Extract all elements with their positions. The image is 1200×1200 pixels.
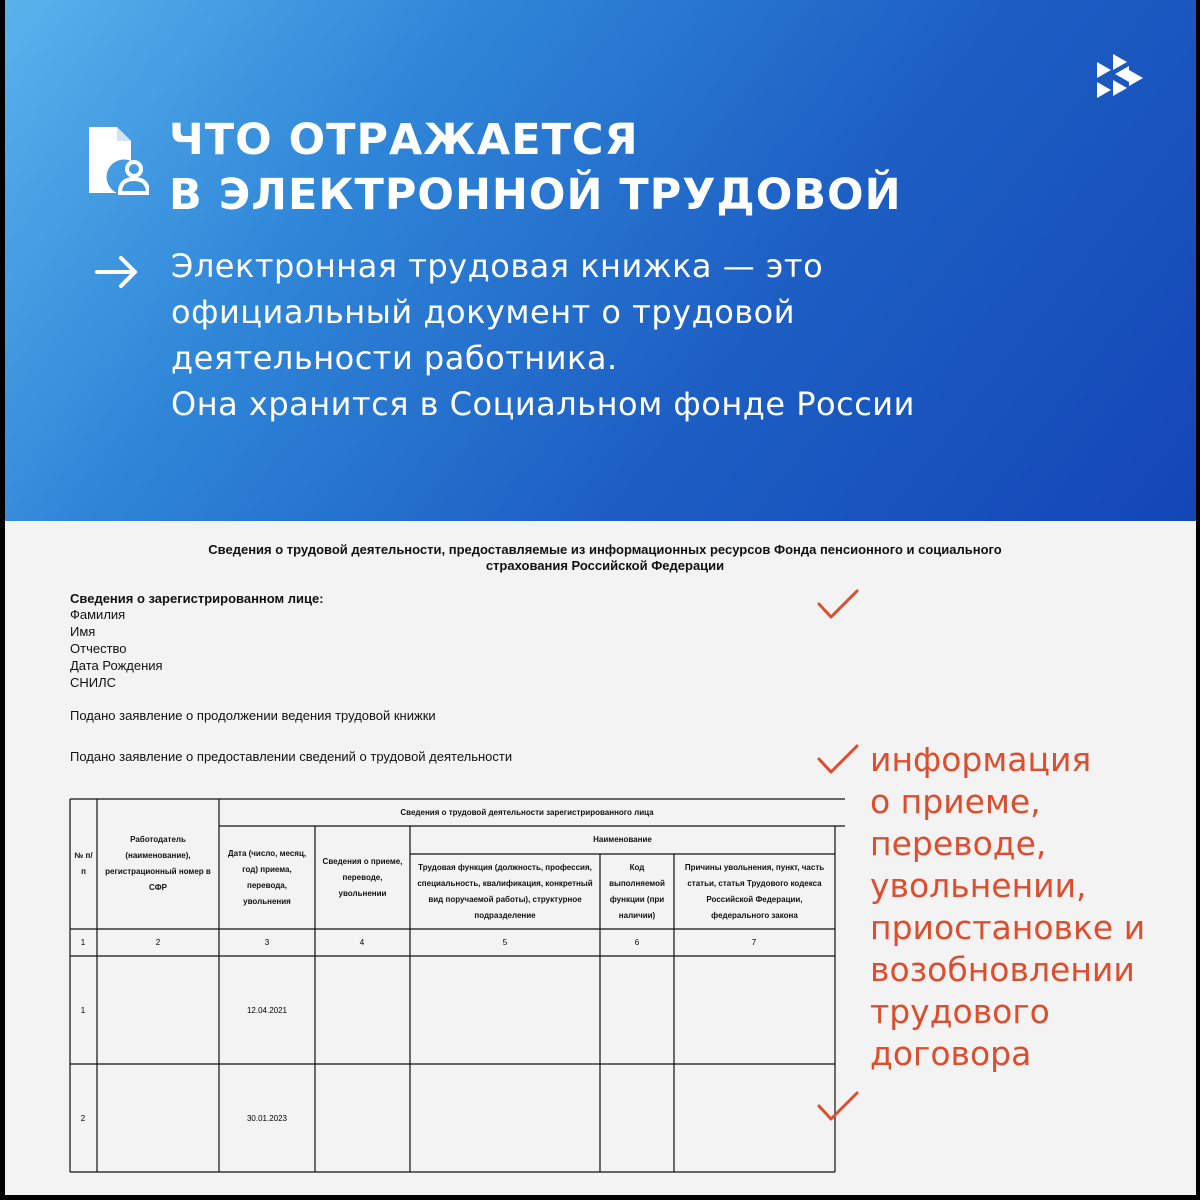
note-line-1: информация	[870, 740, 1092, 779]
page-title-line2: В ЭЛЕКТРОННОЙ ТРУДОВОЙ	[169, 170, 902, 220]
sub-header: Наименование	[593, 835, 652, 844]
checkmark-icon	[815, 1090, 861, 1124]
document-scan	[5, 521, 1196, 1195]
col-header-num: № п/п	[74, 851, 93, 876]
note-line-8: договора	[870, 1034, 1032, 1073]
field-patronymic: Отчество	[70, 641, 127, 656]
infographic-card	[5, 0, 1196, 1195]
col-header-date: Дата (число, месяц, год) приема, перевода, увольнения	[227, 848, 307, 906]
note-line-3: переводе,	[870, 824, 1047, 863]
note-line-6: возобновлении	[870, 950, 1135, 989]
person-section-title: Сведения о зарегистрированном лице:	[70, 591, 324, 606]
note-line-4: увольнении,	[870, 866, 1087, 905]
note-line-2: о приеме,	[870, 782, 1041, 821]
col-header-employer: Работодатель (наименование), регистрационный номер в СФР	[105, 835, 211, 892]
checkmark-icon	[815, 743, 861, 777]
group-header: Сведения о трудовой деятельности зарегистрированного лица	[400, 807, 654, 817]
document-heading-line1: Сведения о трудовой деятельности, предоставляемые из информационных ресурсов Фонда пенсионного и социального	[208, 542, 1002, 557]
column-number-6: 6	[634, 938, 640, 947]
document-heading-line2: страхования Российской Федерации	[485, 558, 725, 573]
col-header-reasons: Причины увольнения, пункт, часть статьи, статья Трудового кодекса Российской Федерации, федерального закона	[684, 862, 825, 920]
lead-text-line2: официальный документ о трудовой	[171, 293, 795, 331]
col-header-code: Код выполняемой функции (при наличии)	[609, 862, 665, 920]
checkmark-icon	[815, 588, 861, 622]
page-title-line1: ЧТО ОТРАЖАЕТСЯ	[169, 115, 639, 165]
field-snils: СНИЛС	[70, 675, 117, 690]
row2-num: 2	[80, 1114, 86, 1123]
employment-table	[5, 521, 845, 1195]
row2-date: 30.01.2023	[246, 1114, 288, 1123]
row1-date: 12.04.2021	[246, 1006, 288, 1015]
column-number-2: 2	[155, 938, 161, 947]
col-header-function: Трудовая функция (должность, профессия, специальность, квалификация, конкретный вид поручаемой работы), структурное подразделение	[417, 862, 593, 920]
statement-provide-info: Подано заявление о предоставлении сведений о трудовой деятельности	[70, 749, 513, 764]
note-line-7: трудового	[870, 992, 1050, 1031]
field-birthdate: Дата Рождения	[70, 658, 163, 673]
column-number-4: 4	[359, 938, 365, 947]
document-person-icon	[87, 125, 149, 195]
hero-banner	[5, 0, 1196, 521]
field-name: Имя	[70, 624, 96, 639]
column-number-3: 3	[264, 938, 270, 947]
brand-logo-icon	[1093, 52, 1145, 104]
arrow-right-icon	[93, 252, 141, 292]
lead-text-line4: Она хранится в Социальном фонде России	[171, 385, 915, 423]
column-number-5: 5	[502, 938, 508, 947]
note-line-5: приостановке и	[870, 908, 1146, 947]
column-number-1: 1	[80, 938, 86, 947]
lead-text-line1: Электронная трудовая книжка — это	[171, 247, 824, 285]
col-header-info: Сведения о приеме, переводе, увольнении	[322, 856, 403, 898]
column-number-7: 7	[751, 938, 757, 947]
lead-text-line3: деятельности работника.	[171, 339, 618, 377]
statement-continue-book: Подано заявление о продолжении ведения трудовой книжки	[70, 708, 436, 723]
row1-num: 1	[80, 1006, 86, 1015]
field-surname: Фамилия	[70, 607, 126, 622]
